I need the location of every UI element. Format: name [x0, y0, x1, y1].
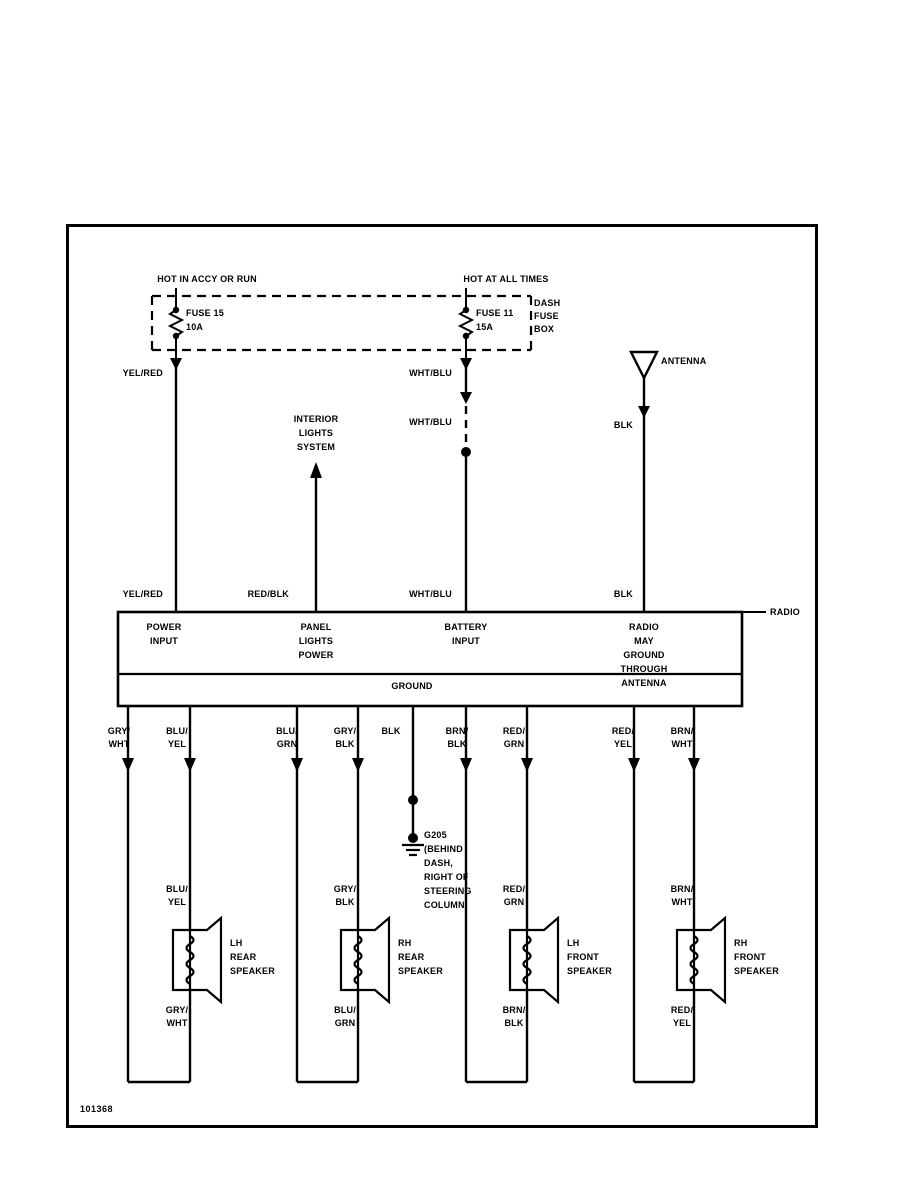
label-radio-ground-line5: ANTENNA	[621, 678, 667, 688]
label-fuse-11: FUSE 11	[476, 308, 514, 318]
wire-label-rh-rear-top-1: GRY/	[333, 884, 357, 894]
label-rh-rear-speaker-line3: SPEAKER	[398, 966, 443, 976]
label-dash-fuse-box-line1: DASH	[534, 298, 561, 308]
wire-label-gry-wht-out-2: WHT	[108, 739, 130, 749]
label-power-input-line1: POWER	[146, 622, 182, 632]
label-panel-lights-power-line3: POWER	[298, 650, 334, 660]
wire-label-blu-yel-out-1: BLU/	[166, 726, 188, 736]
wire-label-rh-rear-top-2: BLK	[335, 897, 355, 907]
label-fuse-11-rating: 15A	[476, 322, 494, 332]
label-rh-rear-speaker-line2: REAR	[398, 952, 425, 962]
wire-label-blu-yel-out-2: YEL	[167, 739, 187, 749]
label-g205-line5: STEERING	[424, 886, 472, 896]
wire-label-brn-wht-out-1: BRN/	[670, 726, 694, 736]
label-lh-rear-speaker-line1: LH	[230, 938, 243, 948]
wire-label-lh-rear-top-2: YEL	[167, 897, 187, 907]
label-g205-line6: COLUMN	[424, 900, 465, 910]
wire-label-gry-blk-out-2: BLK	[335, 739, 355, 749]
label-lh-rear-speaker-line2: REAR	[230, 952, 257, 962]
wire-label-rh-front-top-2: WHT	[671, 897, 693, 907]
wire-label-lh-front-top-1: RED/	[502, 884, 526, 894]
wire-label-rh-front-top-1: BRN/	[670, 884, 694, 894]
label-radio: RADIO	[770, 607, 800, 617]
wire-label-red-yel-out-2: YEL	[613, 739, 633, 749]
label-g205-line4: RIGHT OF	[424, 872, 469, 882]
wire-label-lh-rear-top-1: BLU/	[166, 884, 188, 894]
label-lh-front-speaker-line3: SPEAKER	[567, 966, 612, 976]
wire-label-red-yel-out-1: RED/	[611, 726, 635, 736]
wire-label-wht-blu-top: WHT/BLU	[409, 368, 452, 378]
label-dash-fuse-box-line3: BOX	[534, 324, 555, 334]
wire-label-rh-front-bottom-2: YEL	[672, 1018, 692, 1028]
wire-label-brn-wht-out-2: WHT	[671, 739, 693, 749]
label-rh-rear-speaker-line1: RH	[398, 938, 412, 948]
wire-label-yel-red-top: YEL/RED	[122, 368, 163, 378]
wire-label-red-grn-out-1: RED/	[502, 726, 526, 736]
wire-label-blu-grn-out-2: GRN	[276, 739, 298, 749]
label-lh-rear-speaker-line3: SPEAKER	[230, 966, 275, 976]
wire-label-red-grn-out-2: GRN	[503, 739, 525, 749]
wire-label-brn-blk-out-2: BLK	[447, 739, 467, 749]
label-g205-line3: DASH,	[424, 858, 454, 868]
wire-label-blu-grn-out-1: BLU/	[276, 726, 298, 736]
wire-label-red-blk-radio: RED/BLK	[247, 589, 289, 599]
label-fuse-15: FUSE 15	[186, 308, 224, 318]
wire-label-lh-rear-bottom-1: GRY/	[165, 1005, 189, 1015]
wire-label-lh-rear-bottom-2: WHT	[166, 1018, 188, 1028]
wire-label-lh-front-bottom-1: BRN/	[502, 1005, 526, 1015]
label-battery-input-line2: INPUT	[452, 636, 480, 646]
label-lh-front-speaker-line1: LH	[567, 938, 580, 948]
wire-label-blk-radio: BLK	[613, 589, 633, 599]
label-panel-lights-power-line1: PANEL	[300, 622, 332, 632]
label-hot-at-all-times: HOT AT ALL TIMES	[463, 274, 549, 284]
label-g205-line2: (BEHIND	[424, 844, 463, 854]
label-antenna: ANTENNA	[661, 356, 707, 366]
label-interior-lights-line1: INTERIOR	[293, 414, 339, 424]
label-rh-front-speaker-line1: RH	[734, 938, 748, 948]
label-dash-fuse-box-line2: FUSE	[534, 311, 559, 321]
wire-label-gry-blk-out-1: GRY/	[333, 726, 357, 736]
label-radio-ground-line2: MAY	[634, 636, 654, 646]
label-interior-lights-line3: SYSTEM	[296, 442, 336, 452]
label-fuse-15-rating: 10A	[186, 322, 204, 332]
wire-label-rh-rear-bottom-2: GRN	[334, 1018, 356, 1028]
label-power-input-line2: INPUT	[150, 636, 178, 646]
label-radio-ground: GROUND	[391, 681, 433, 691]
label-lh-front-speaker-line2: FRONT	[567, 952, 599, 962]
label-rh-front-speaker-line2: FRONT	[734, 952, 766, 962]
label-hot-in-accy-or-run: HOT IN ACCY OR RUN	[157, 274, 257, 284]
wire-label-rh-front-bottom-1: RED/	[670, 1005, 694, 1015]
wire-label-rh-rear-bottom-1: BLU/	[334, 1005, 356, 1015]
label-radio-ground-line1: RADIO	[629, 622, 659, 632]
label-g205: G205	[424, 830, 447, 840]
wire-label-gry-wht-out-1: GRY/	[107, 726, 131, 736]
label-interior-lights-line2: LIGHTS	[298, 428, 334, 438]
label-panel-lights-power-line2: LIGHTS	[298, 636, 334, 646]
label-radio-ground-line3: GROUND	[623, 650, 665, 660]
wire-label-wht-blu-radio: WHT/BLU	[409, 589, 452, 599]
wire-label-lh-front-top-2: GRN	[503, 897, 525, 907]
wire-label-yel-red-radio: YEL/RED	[122, 589, 163, 599]
wire-label-brn-blk-out-1: BRN/	[445, 726, 469, 736]
wire-label-lh-front-bottom-2: BLK	[504, 1018, 524, 1028]
wire-label-blk-antenna: BLK	[613, 420, 633, 430]
label-battery-input-line1: BATTERY	[444, 622, 488, 632]
figure-id: 101368	[80, 1104, 114, 1114]
wire-label-blk-ground-out: BLK	[381, 726, 401, 736]
label-rh-front-speaker-line3: SPEAKER	[734, 966, 779, 976]
wire-label-wht-blu-mid: WHT/BLU	[409, 417, 452, 427]
label-radio-ground-line4: THROUGH	[620, 664, 668, 674]
